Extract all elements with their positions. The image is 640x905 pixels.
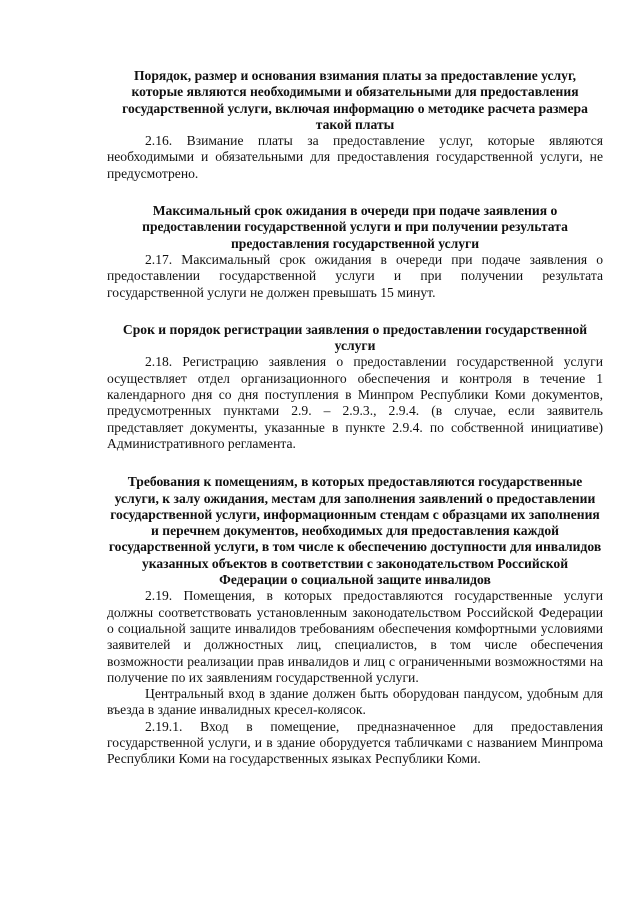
paragraph: 2.19. Помещения, в которых предоставляются государственные услуги должны соответствовать установленным законодательством Российской Федерации о социальной защите инвалидов требованиям обеспечения комфортными условиями заявителей и должностных лиц, специалистов, в том числе обеспечения возможности реализации прав инвалидов и лиц с ограниченными возможностями на получение по их заявлениям государственной услуги. [107, 588, 603, 685]
paragraph: 2.17. Максимальный срок ожидания в очереди при подаче заявления о предоставлении государственной услуги и при получении результата государственной услуги не должен превышать 15 минут. [107, 251, 603, 300]
section-heading: Максимальный срок ожидания в очереди при подаче заявления о предоставлении государственной услуги и при получении результата предоставления государственной услуги [142, 203, 568, 251]
document-page [107, 68, 603, 768]
paragraph: 2.19.1. Вход в помещение, предназначенное для предоставления государственной услуги, и в здание оборудуется табличками с названием Минпрома Республики Коми на государственных языках Республики Коми. [107, 718, 603, 767]
spacer [107, 452, 603, 474]
section-premises [107, 474, 603, 767]
paragraph: Центральный вход в здание должен быть оборудован пандусом, удобным для въезда в здание инвалидных кресел-колясок. [107, 686, 603, 718]
paragraph: 2.18. Регистрацию заявления о предоставлении государственной услуги осуществляет отдел организационного обеспечения и контроля в течение 1 календарного дня со дня поступления в Минпром Республики Коми документов, предусмотренных пунктами 2.9. – 2.9.3., 2.9.4. (в случае, если заявитель представляет документы, указанные в пункте 2.9.4. по собственной инициативе) Административного регламента. [107, 354, 603, 451]
section-registration [107, 322, 603, 452]
spacer [107, 182, 603, 203]
section-queue-time [107, 203, 603, 301]
spacer [107, 301, 603, 322]
paragraph: 2.16. Взимание платы за предоставление услуг, которые являются необходимыми и обязательными для предоставления государственной услуги, не предусмотрено. [107, 133, 603, 181]
section-heading: Требования к помещениям, в которых предоставляются государственные услуги, к залу ожидания, местам для заполнения заявлений о предоставлении государственной услуги, информационным стендам с образцами их заполнения и перечнем документов, необходимых для предоставления каждой государственной услуги, в том числе к обеспечению доступности для инвалидов указанных объектов в соответствии с законодательством Российской Федерации о социальной защите инвалидов [108, 474, 602, 588]
section-payment [107, 68, 603, 182]
section-heading: Порядок, размер и основания взимания платы за предоставление услуг, которые являются необходимыми и обязательными для предоставления государственной услуги, включая информацию о методике расчета размера такой платы [122, 68, 588, 132]
section-heading: Срок и порядок регистрации заявления о предоставлении государственной услуги [122, 321, 588, 354]
